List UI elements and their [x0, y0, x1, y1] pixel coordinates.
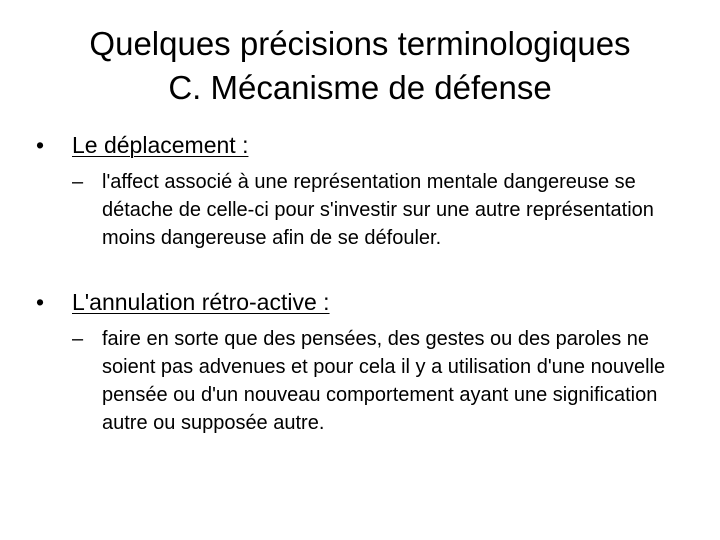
sub-bullet-marker: –	[72, 171, 84, 193]
sub-bullet-marker: –	[72, 328, 84, 350]
bullet-marker: •	[36, 289, 45, 315]
bullet-heading	[36, 130, 696, 160]
sub-bullet-text: l'affect associé à une représentation mentale dangereuse se détache de celle-ci pour s'investir sur une autre représentation moins dangereuse afin de se défouler.	[102, 171, 654, 249]
bullet-label: L'annulation rétro-active :	[72, 289, 330, 315]
title-line-1: Quelques précisions terminologiques	[89, 25, 631, 62]
sub-bullet	[72, 168, 696, 252]
bullet-annulation	[36, 287, 696, 437]
bullet-deplacement	[36, 130, 696, 252]
bullet-label: Le déplacement :	[72, 132, 249, 158]
sub-bullet	[72, 325, 696, 437]
title-line-2: C. Mécanisme de défense	[168, 69, 552, 106]
bullet-heading	[36, 287, 696, 317]
slide-title	[40, 22, 680, 110]
sub-bullet-text: faire en sorte que des pensées, des gestes ou des paroles ne soient pas advenues et pour cela il y a utilisation d'une nouvelle pensée ou d'un nouveau comportement ayant une signification autre ou supposée autre.	[102, 328, 666, 434]
bullet-marker: •	[36, 132, 45, 158]
